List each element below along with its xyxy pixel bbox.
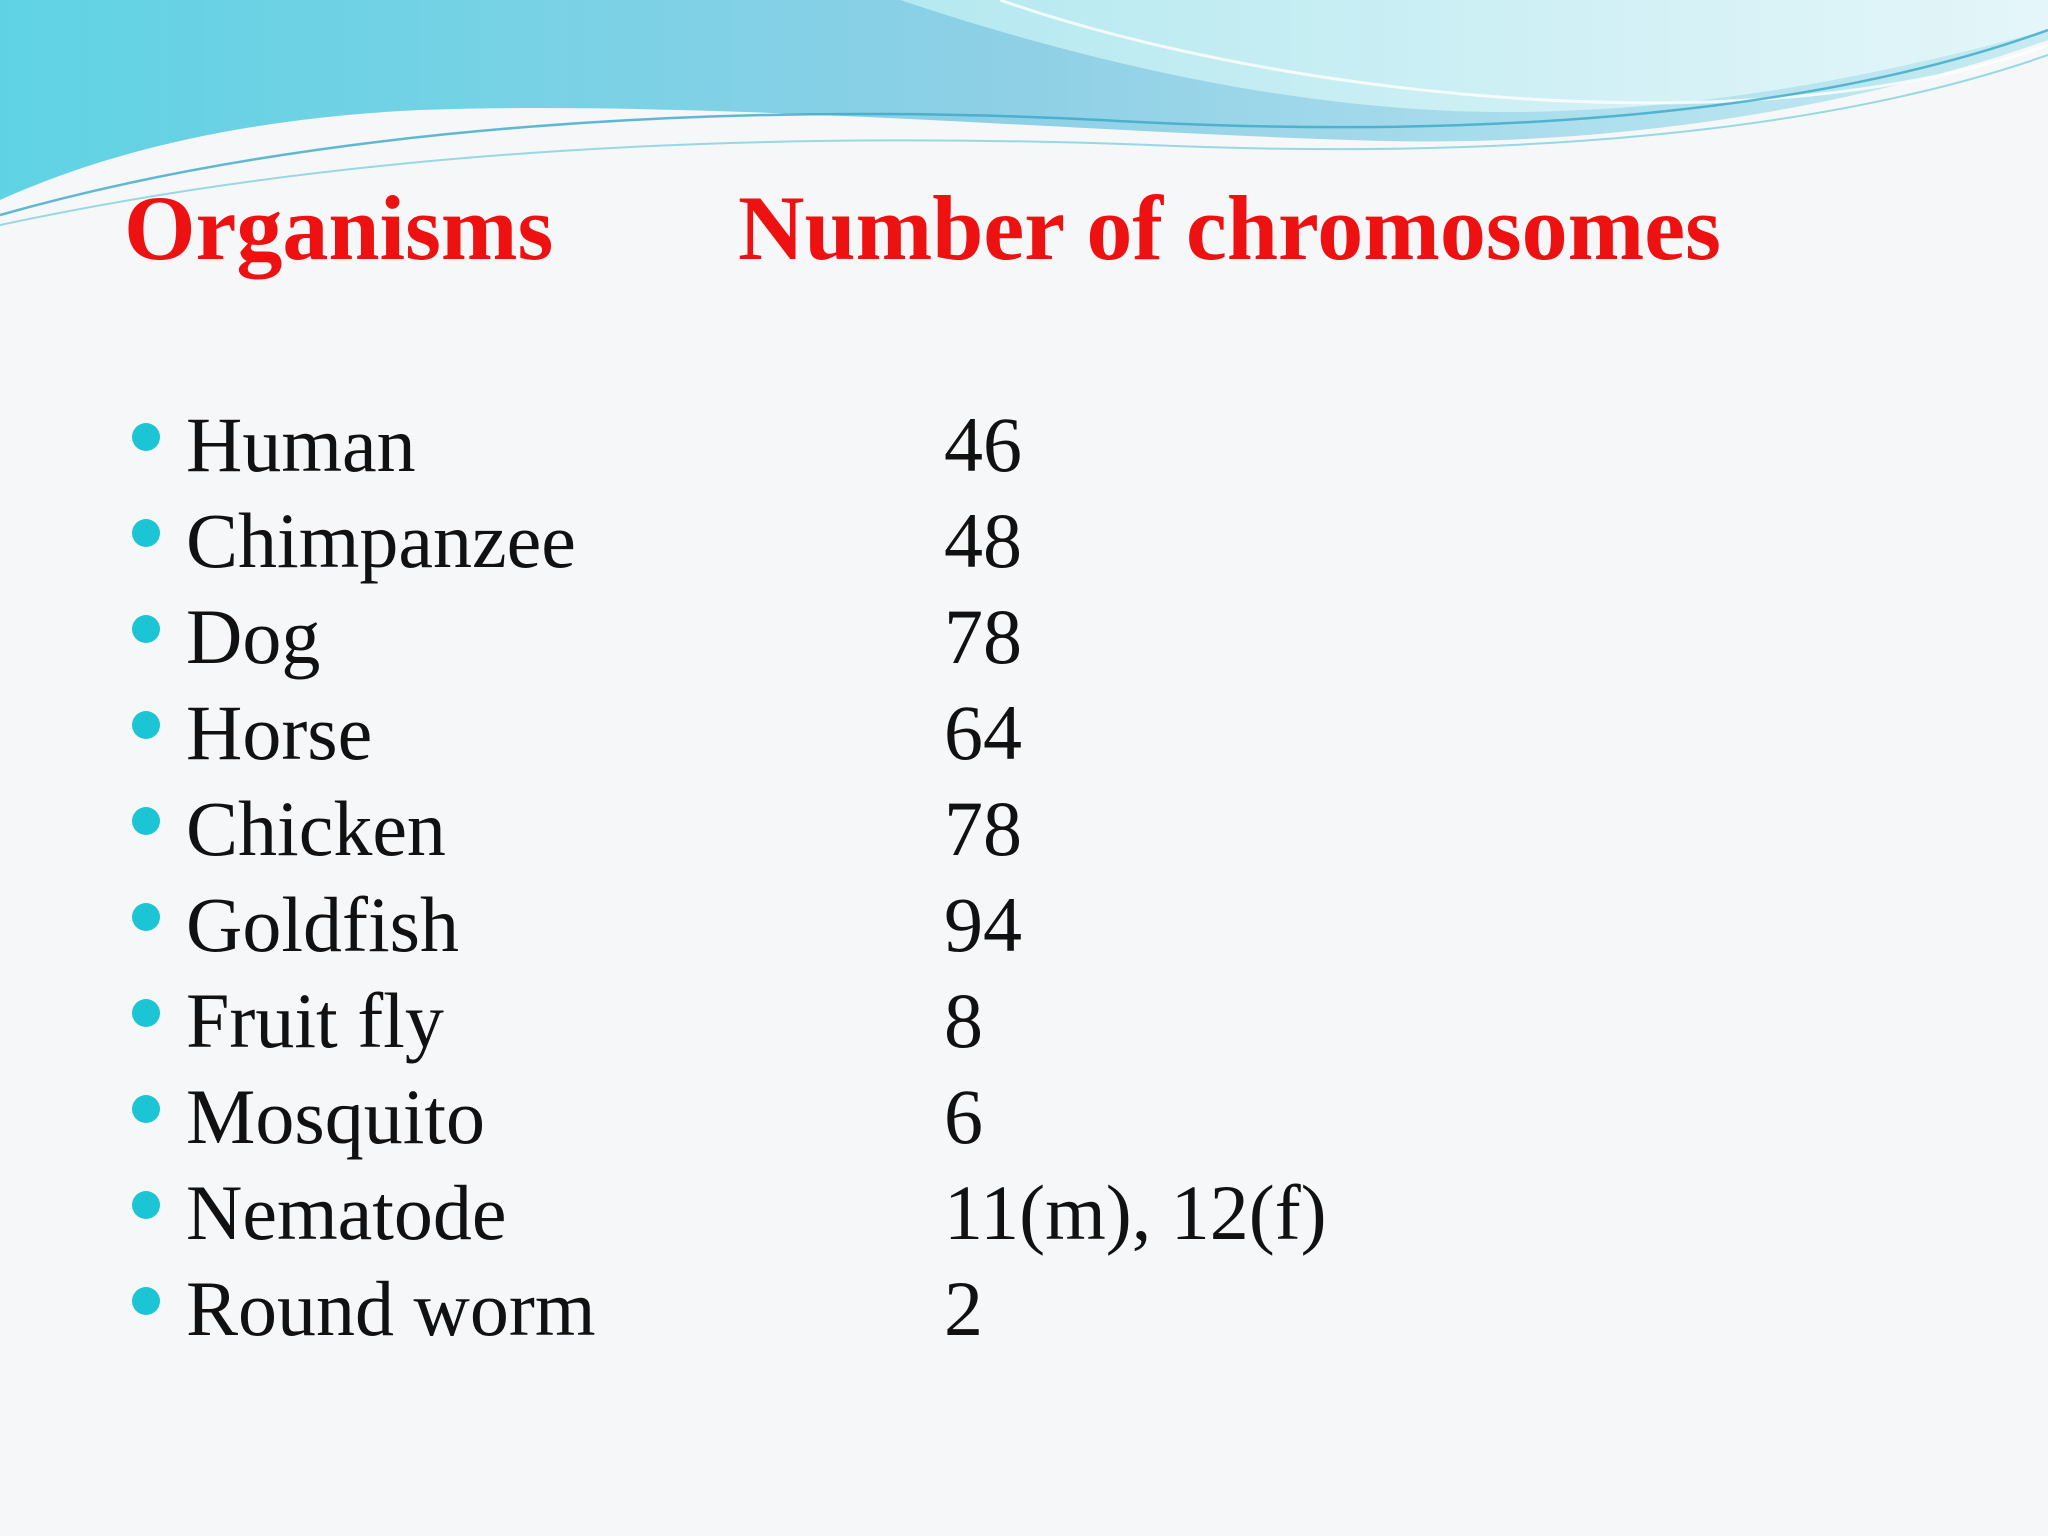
organism-name: Horse <box>186 689 373 776</box>
bullet-icon <box>132 1287 160 1315</box>
list-item <box>124 784 1624 880</box>
organism-name: Fruit fly <box>186 977 444 1064</box>
chromosome-count: 6 <box>944 1073 983 1160</box>
chromosome-count: 78 <box>944 785 1022 872</box>
bullet-icon <box>132 423 160 451</box>
organism-name: Human <box>186 401 416 488</box>
list-item <box>124 400 1624 496</box>
chromosome-count: 64 <box>944 689 1022 776</box>
list-item <box>124 496 1624 592</box>
column-header-chromosome-count: Number of chromosomes <box>738 177 1721 279</box>
organism-name: Chimpanzee <box>186 497 576 584</box>
list-item <box>124 880 1624 976</box>
organism-name: Dog <box>186 593 321 680</box>
chromosome-count: 11(m), 12(f) <box>944 1169 1327 1256</box>
chromosome-count: 94 <box>944 881 1022 968</box>
organism-name: Round worm <box>186 1265 596 1352</box>
bullet-icon <box>132 1095 160 1123</box>
column-header-organisms: Organisms <box>124 177 554 279</box>
organism-name: Nematode <box>186 1169 507 1256</box>
organism-name: Mosquito <box>186 1073 486 1160</box>
bullet-icon <box>132 807 160 835</box>
list-item <box>124 688 1624 784</box>
organism-name: Chicken <box>186 785 446 872</box>
chromosome-count: 8 <box>944 977 983 1064</box>
bullet-icon <box>132 999 160 1027</box>
bullet-icon <box>132 711 160 739</box>
list-item <box>124 1168 1624 1264</box>
chromosome-count: 48 <box>944 497 1022 584</box>
chromosome-count: 2 <box>944 1265 983 1352</box>
list-item <box>124 976 1624 1072</box>
organism-name: Goldfish <box>186 881 459 968</box>
bullet-icon <box>132 519 160 547</box>
chromosome-count: 78 <box>944 593 1022 680</box>
bullet-icon <box>132 1191 160 1219</box>
bullet-icon <box>132 903 160 931</box>
list-item <box>124 1264 1624 1360</box>
bullet-icon <box>132 615 160 643</box>
list-item <box>124 1072 1624 1168</box>
organism-list <box>124 400 1624 1360</box>
chromosome-count: 46 <box>944 401 1022 488</box>
list-item <box>124 592 1624 688</box>
